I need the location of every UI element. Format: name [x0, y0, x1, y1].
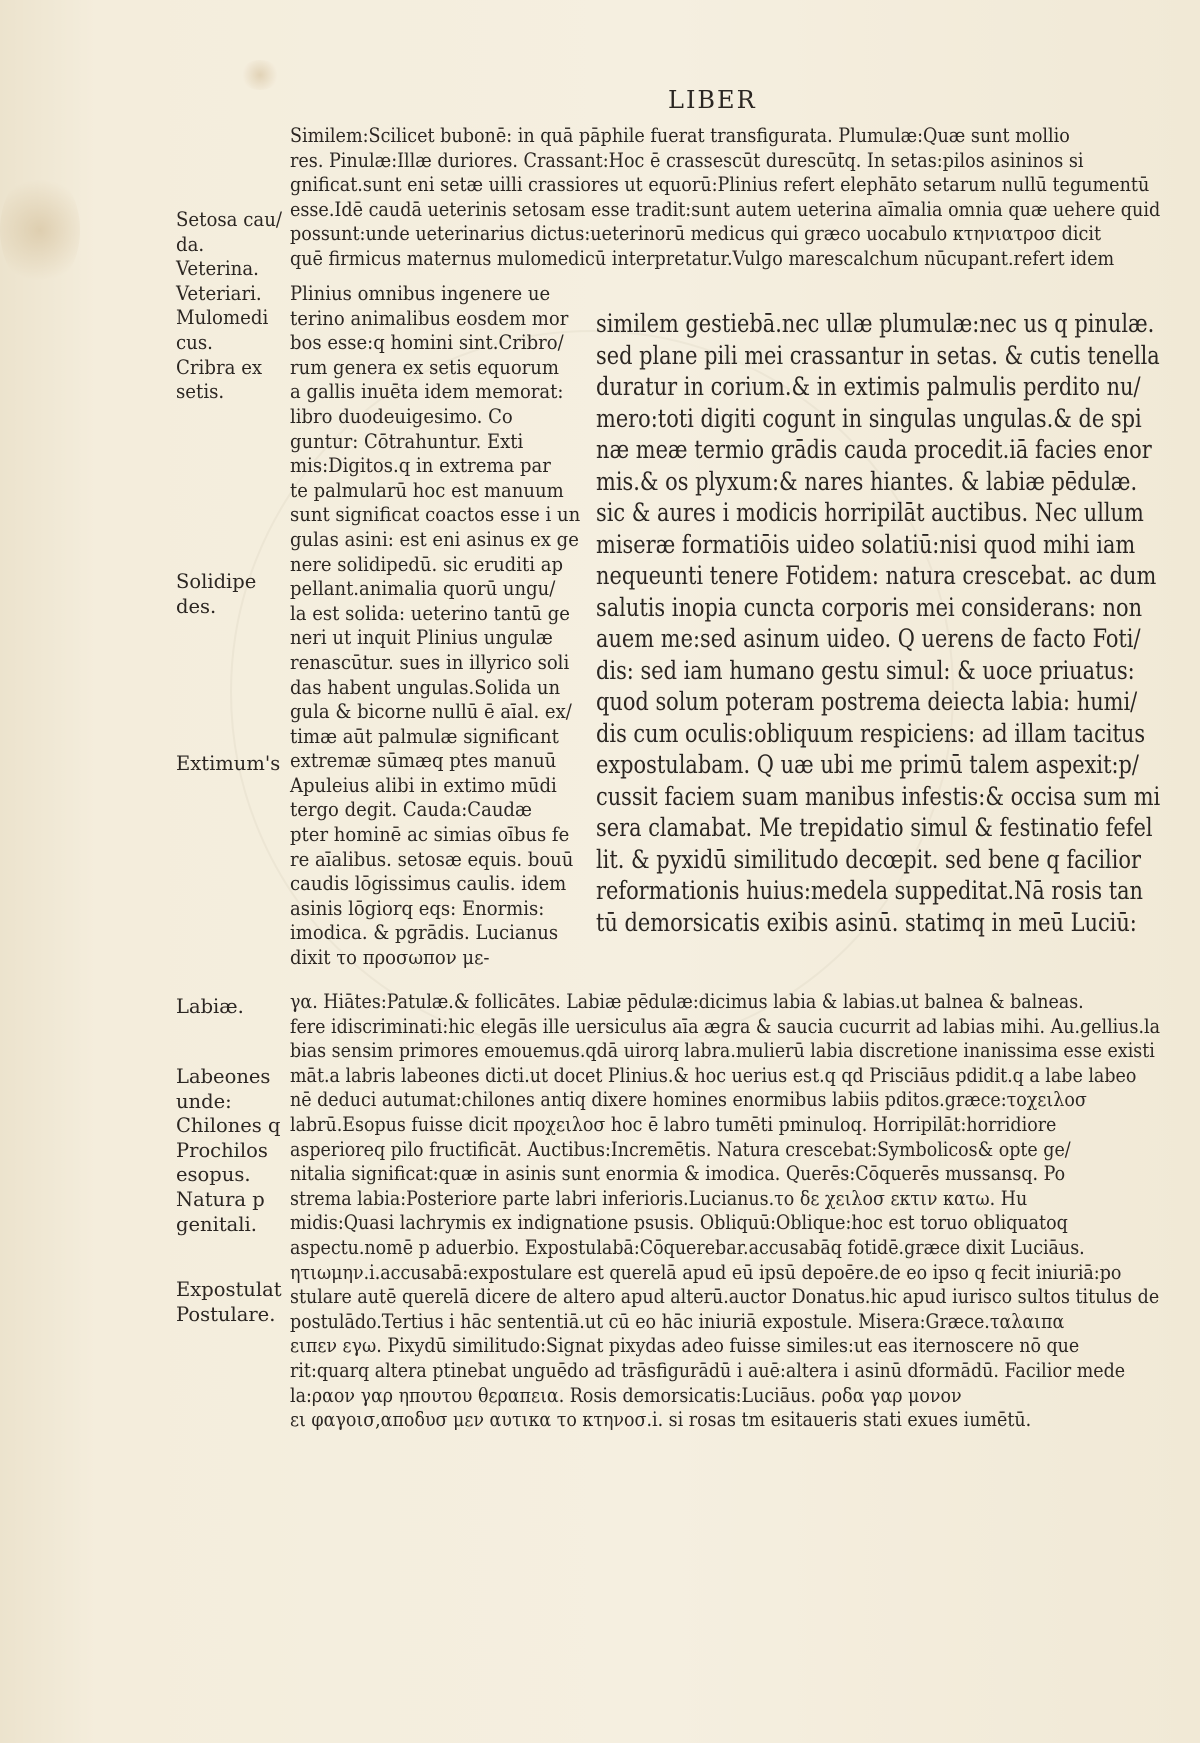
margin-note: Labiæ. — [176, 995, 244, 1018]
commentary-line: possunt:unde ueterinarius dictus:ueterinorū medicus qui græco uocabulo κτηνιατροσ dicit — [290, 222, 1102, 246]
commentary-line: nitalia significat:quæ in asinis sunt enormia & imodica. Querēs:Cōquerēs mussansq. Po — [290, 1162, 1066, 1186]
commentary-line: γα. Hiātes:Patulæ.& follicātes. Labiæ pēdulæ:dicimus labia & labias.ut balnea & balneas. — [290, 990, 1084, 1013]
commentary-line: extremæ sūmæq ptes manuū — [290, 749, 557, 773]
commentary-line: la est solida: ueterino tantū ge — [290, 601, 570, 625]
margin-note: Expostulat — [176, 1278, 282, 1301]
main-text-line: cussit faciem suam manibus infestis:& occisa sum mi — [596, 781, 1161, 811]
margin-note: Extimum's — [176, 752, 281, 775]
commentary-line: ειπεν εγω. Pixydū similitudo:Signat pixydas adeo fuisse similes:ut eas iternoscere nō que — [290, 1334, 1080, 1358]
marginalia-group — [176, 570, 256, 619]
margin-note: des. — [176, 594, 217, 618]
commentary-line: libro duodeuigesimo. Co — [290, 404, 513, 428]
commentary-bottom — [290, 990, 1200, 1433]
commentary-line: dixit το προσωπον με- — [290, 946, 490, 970]
commentary-line: ει φαγοισ,αποδυσ μεν αυτικα το κτηνοσ.i. si rosas tm esitaueris stati exues iumētū. — [290, 1408, 1032, 1432]
main-text-line: tū demorsicatis exibis asinū. statimq in meū Luciū: — [596, 907, 1137, 937]
commentary-line: renascūtur. sues in illyrico soli — [290, 650, 570, 674]
commentary-line: re aīalibus. setosæ equis. bouū — [290, 847, 574, 871]
commentary-line: sunt significat coactos esse i un — [290, 503, 581, 527]
margin-note: unde: — [176, 1089, 232, 1113]
main-text-line: dis cum oculis:obliquum respiciens: ad illam tacitus — [596, 718, 1146, 748]
main-text-line: sic & aures i modicis horripilāt auctibus. Nec ullum — [596, 498, 1144, 527]
commentary-line: aspectu.nomē p aduerbio. Expostulabā:Cōquerebar.accusabāq fotidē.græce dixit Luciāus. — [290, 1235, 1085, 1259]
main-text-line: sera clamabat. Me trepidatio simul & festinatio fefel — [596, 813, 1153, 842]
commentary-line: neri ut inquit Plinius ungulæ — [290, 626, 553, 650]
commentary-line: mis:Digitos.q in extrema par — [290, 454, 551, 478]
commentary-line: timæ aūt palmulæ significant — [290, 724, 559, 748]
paper-stain — [240, 60, 280, 90]
margin-note: Mulomedi — [176, 306, 269, 330]
commentary-line: rit:quarq altera ptinebat unguēdo ad trāsfigurādū i auē:altera i asinū dformādū. Facilior mede — [290, 1358, 1126, 1382]
commentary-line: rum genera ex setis equorum — [290, 355, 559, 379]
commentary-line: la:ραον γαρ ηπουτου θεραπεια. Rosis demorsicatis:Luciāus. ροδα γαρ μονον — [290, 1383, 962, 1407]
commentary-line: pellant.animalia quorū ungu/ — [290, 577, 556, 601]
main-text-line: dis: sed iam humano gestu simul: & uoce priuatus: — [596, 655, 1135, 685]
commentary-top — [290, 124, 1200, 272]
commentary-line: imodica. & pgrādis. Lucianus — [290, 921, 559, 945]
main-text-line: miseræ formatiōis uideo solatiū:nisi quod mihi iam — [596, 529, 1136, 559]
commentary-line: Plinius omnibus ingenere ue — [290, 282, 551, 305]
marginalia-group — [176, 995, 244, 1020]
commentary-line: postulādo.Tertius i hāc sententiā.ut cū eo hāc iniuriā expostule. Misera:Græce.ταλαιπα — [290, 1309, 1065, 1333]
commentary-line: tergo degit. Cauda:Caudæ — [290, 798, 532, 822]
commentary-line: Similem:Scilicet bubonē: in quā pāphile fuerat transfigurata. Plumulæ:Quæ sunt mollio — [290, 124, 1070, 147]
commentary-line: asperioreq pilo fructificāt. Auctibus:Incremētis. Natura crescebat:Symbolicos& opte ge/ — [290, 1137, 1071, 1161]
commentary-line: māt.a labris labeones dicti.ut docet Plinius.& hoc uerius est.q qd Prisciāus pdidit.q a labe labeo — [290, 1063, 1137, 1087]
commentary-line: te palmularū hoc est manuum — [290, 478, 564, 502]
commentary-line: nere solidipedū. sic eruditi ap — [290, 552, 563, 576]
margin-note: da. — [176, 232, 205, 256]
main-text-column — [596, 308, 1200, 938]
commentary-line: quē firmicus maternus mulomedicū interpretatur.Vulgo marescalchum nūcupant.refert idem — [290, 246, 1115, 270]
commentary-line: ητιωμην.i.accusabā:expostulare est querelā apud eū ipsū depoēre.de eo ipso q fecit iniuriā:po — [290, 1260, 1122, 1284]
commentary-left-column — [290, 282, 604, 971]
main-text-line: reformationis huius:medela suppeditat.Nā rosis tan — [596, 876, 1144, 905]
margin-note: Veterina. — [176, 257, 259, 281]
margin-note: Veteriari. — [176, 281, 262, 305]
main-text-line: auem me:sed asinum uideo. Q uerens de facto Foti/ — [596, 624, 1141, 653]
main-text-line: similem gestiebā.nec ullæ plumulæ:nec us q pinulæ. — [596, 309, 1155, 338]
margin-note: Prochilos — [176, 1138, 268, 1162]
main-text-line: nequeunti tenere Fotidem: natura crescebat. ac dum — [596, 561, 1157, 590]
margin-note: Chilones q — [176, 1114, 281, 1138]
commentary-line: esse.Idē caudā ueterinis setosam esse tradit:sunt autem ueterina aīmalia omnia quæ uehere quid — [290, 197, 1161, 221]
commentary-line: fere idiscriminati:hic elegās ille uersiculus aīa ægra & saucia cucurrit ad labias mihi. Au.gellius.la — [290, 1014, 1160, 1038]
commentary-line: pter hominē ac simias oībus fe — [290, 823, 570, 847]
commentary-line: das habent ungulas.Solida un — [290, 675, 561, 699]
margin-note: cus. — [176, 330, 213, 354]
marginalia-group — [176, 1065, 280, 1237]
commentary-line: guntur: Cōtrahuntur. Exti — [290, 429, 524, 453]
margin-note: setis. — [176, 380, 225, 404]
margin-note: Setosa cau/ — [176, 208, 283, 231]
main-text-line: duratur in corium.& in extimis palmulis perdito nu/ — [596, 372, 1141, 401]
main-text-line: mero:toti digiti cogunt in singulas ungulas.& de spi — [596, 403, 1142, 433]
commentary-line: midis:Quasi lachrymis ex indignatione psusis. Obliquū:Oblique:hoc est toruo obliquatoq — [290, 1211, 1068, 1235]
commentary-line: labrū.Esopus fuisse dicit προχειλοσ hoc ē labro tumēti pminuloq. Horripilāt:horridiore — [290, 1112, 1057, 1136]
commentary-line: gnificat.sunt eni setæ uilli crassiores ut equorū:Plinius refert elephāto setarum nullū tegumentū — [290, 173, 1150, 197]
main-text-line: mis.& os plyxum:& nares hiantes. & labiæ pēdulæ. — [596, 466, 1138, 496]
commentary-line: bias sensim primores emouemus.qdā uirorq labra.mulierū labia discretione inanissima esse existi — [290, 1039, 1155, 1063]
marginalia-group — [176, 208, 290, 405]
margin-note: Postulare. — [176, 1302, 276, 1326]
main-text-line: lit. & pyxidū similitudo decœpit. sed bene q facilior — [596, 844, 1141, 874]
margin-note: Labeones — [176, 1065, 271, 1088]
margin-note: esopus. — [176, 1163, 251, 1187]
commentary-line: res. Pinulæ:Illæ duriores. Crassant:Hoc ē crassescūt durescūtq. In setas:pilos asininos si — [290, 148, 1084, 172]
main-text-line: næ meæ termio grādis cauda procedit.iā facies enor — [596, 435, 1152, 464]
margin-note: Solidipe — [176, 570, 257, 593]
main-text-line: expostulabam. Q uæ ubi me primū talem aspexit:p/ — [596, 750, 1139, 779]
commentary-line: Apuleius alibi in extimo mūdi — [290, 773, 557, 797]
margin-note: Natura p — [176, 1187, 265, 1211]
running-title: LIBER — [668, 86, 757, 114]
commentary-line: stulare autē querelā dicere de altero apud alterū.auctor Donatus.hic apud iurisco sultos titulus de — [290, 1285, 1160, 1309]
commentary-line: a gallis inuēta idem memorat: — [290, 380, 564, 404]
margin-note: Cribra ex — [176, 355, 263, 379]
paper-stain — [0, 170, 80, 290]
commentary-line: strema labia:Posteriore parte labri inferioris.Lucianus.το δε χειλοσ εκτιν κατω. Hu — [290, 1186, 1028, 1210]
marginalia-group — [176, 752, 280, 777]
commentary-line: gulas asini: est eni asinus ex ge — [290, 527, 579, 551]
commentary-line: terino animalibus eosdem mor — [290, 306, 569, 330]
commentary-line: gula & bicorne nullū ē aīal. ex/ — [290, 700, 572, 724]
margin-note: genitali. — [176, 1212, 257, 1236]
main-text-line: quod solum poteram postrema deiecta labia: humi/ — [596, 687, 1138, 716]
marginalia-group — [176, 1278, 282, 1327]
commentary-line: asinis lōgiorq eqs: Enormis: — [290, 896, 545, 920]
commentary-line: caudis lōgissimus caulis. idem — [290, 872, 567, 896]
commentary-line: nē deduci autumat:chilones antiq dixere homines enormibus labiis pditos.græce:τοχειλοσ — [290, 1088, 1087, 1112]
commentary-line: bos esse:q homini sint.Cribro/ — [290, 331, 564, 355]
main-text-line: sed plane pili mei crassantur in setas. & cutis tenella — [596, 340, 1160, 370]
main-text-line: salutis inopia cuncta corporis mei considerans: non — [596, 592, 1143, 622]
